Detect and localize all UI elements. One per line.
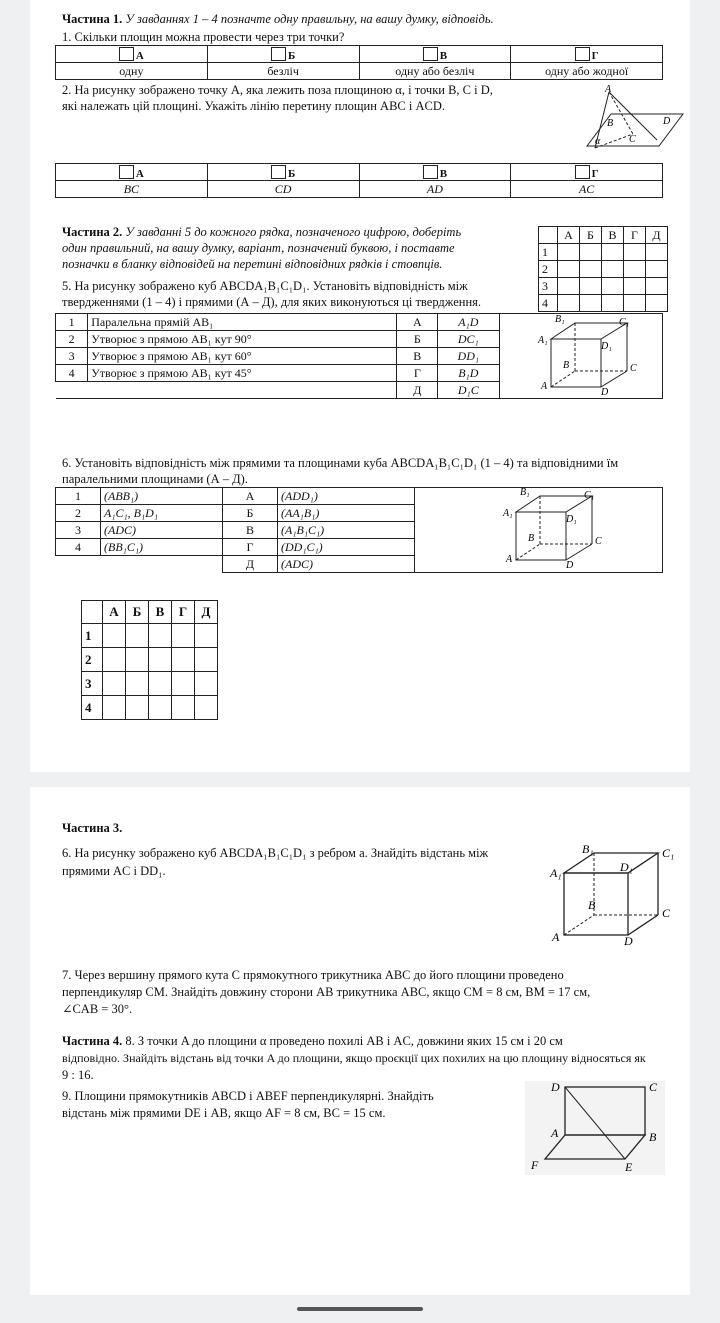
grid-cell[interactable] [602,295,624,312]
grid-cell[interactable] [195,648,218,672]
q1-answer-d: одну або жодної [511,63,663,80]
part2-intro-line2: один правильний, на вашу думку, варіант, позначений буквою, і поставте [62,241,455,255]
grid-cell[interactable] [580,261,602,278]
p4-q8-line2: відповідно. Знайдіть відстань від точки A до площини, якщо проєкції цих похилих на цю площину відносяться як [62,1051,646,1065]
q2-option-d[interactable]: Г [511,164,663,181]
grid-cell[interactable] [172,672,195,696]
p3-q6-line1: 6. На рисунку зображено куб ABCDA₁B₁C₁D₁ з ребром a. Знайдіть відстань між [62,846,489,860]
q5-statement: Утворює з прямою AB₁ кут 60° [88,348,397,365]
grid-cell[interactable] [149,624,172,648]
svg-text:C₁: C₁ [619,317,630,328]
svg-text:A₁: A₁ [503,508,513,519]
grid-cell[interactable] [126,672,149,696]
svg-text:B: B [649,1130,657,1144]
q6-plane: (ADD₁) [278,488,415,505]
p4-q9-line1: 9. Площини прямокутників ABCD і ABEF перпендикулярні. Знайдіть [62,1089,434,1103]
svg-text:D: D [551,1081,560,1094]
q2-text-line2: які належать цій площині. Укажіть лінію перетину площин ABC і ACD. [62,99,446,113]
grid-cell[interactable] [149,672,172,696]
q5-answer-grid [538,226,668,312]
q6-text-line2: паралельними площинами (А – Д). [62,472,248,486]
q5-cube-figure [535,315,675,397]
svg-text:B: B [588,898,596,912]
q6-item: (ADC) [101,522,223,539]
q6-plane: (ADC) [278,556,415,573]
grid-cell[interactable] [558,295,580,312]
part1-header [62,11,494,27]
grid-cell[interactable] [558,261,580,278]
grid-col-header: Д [646,227,668,244]
q6-plane: (A₁B₁C₁) [278,522,415,539]
q1-answer-a: одну [56,63,208,80]
checkbox-icon[interactable] [423,47,438,61]
svg-text:D₁: D₁ [620,860,633,874]
grid-cell[interactable] [624,244,646,261]
svg-text:F: F [531,1158,539,1172]
grid-cell[interactable] [580,295,602,312]
svg-text:A: A [552,930,560,944]
grid-cell[interactable] [103,696,126,720]
svg-text:D: D [601,387,609,397]
grid-cell[interactable] [103,624,126,648]
p4-rectangles-figure [525,1081,665,1175]
q5-line: D₁C [438,382,499,399]
q2-option-c[interactable]: В [359,164,511,181]
grid-col-header: Д [195,601,218,624]
grid-cell[interactable] [103,672,126,696]
q6-text-line1: 6. Установіть відповідність між прямими та площинами куба ABCDA₁B₁C₁D₁ (1 – 4) та відповідними їм [62,456,619,470]
svg-text:D₁: D₁ [601,341,612,352]
home-indicator[interactable] [297,1307,423,1311]
grid-col-header: Г [172,601,195,624]
q1-option-d[interactable]: Г [511,46,663,63]
p4-q8-line1: 8. З точки A до площини α проведено похилі AB і AC, довжини яких 15 см і 20 см [125,1034,563,1048]
grid-cell[interactable] [172,696,195,720]
plane-label-alpha: α [595,136,601,147]
grid-col-header: В [149,601,172,624]
grid-cell[interactable] [624,261,646,278]
part1-heading: Частина 1. [62,12,123,26]
q5-statement: Утворює з прямою AB₁ кут 90° [88,331,397,348]
part1-intro: У завданнях 1 – 4 позначте одну правильну, на вашу думку, відповідь. [125,12,494,26]
checkbox-icon[interactable] [271,165,286,179]
grid-cell[interactable] [580,278,602,295]
svg-text:B₁: B₁ [555,315,565,325]
q6-answer-grid [81,600,218,720]
q5-statement: Паралельна прямій AB₁ [88,314,397,331]
grid-cell[interactable] [195,672,218,696]
svg-text:A: A [551,1126,559,1140]
svg-text:D₁: D₁ [566,514,577,525]
q1-option-b[interactable]: Б [207,46,359,63]
q6-plane: (AA₁B₁) [278,505,415,522]
svg-text:A₁: A₁ [538,335,548,346]
p4-q8-line1-block [62,1033,563,1049]
svg-text:C: C [662,906,671,920]
q1-option-a[interactable]: А [56,46,208,63]
q2-text-line1: 2. На рисунку зображено точку A, яка лежить поза площиною α, і точки B, C і D, [62,83,493,97]
p3-cube-figure [542,845,688,945]
svg-text:B: B [528,533,535,544]
q6-item: (BB₁C₁) [101,539,223,556]
part4-heading: Частина 4. [62,1034,123,1048]
q6-item: A₁C₁, B₁D₁ [101,505,223,522]
svg-text:B₁: B₁ [582,845,594,856]
grid-cell[interactable] [558,278,580,295]
q1-option-c[interactable]: В [359,46,511,63]
q2-plane-figure [557,84,685,160]
grid-cell[interactable] [172,624,195,648]
grid-row-header: 1 [82,624,103,648]
p3-q7-line3: ∠CAB = 30°. [62,1002,133,1016]
checkbox-icon[interactable] [271,47,286,61]
checkbox-icon[interactable] [119,47,134,61]
grid-cell[interactable] [172,648,195,672]
part2-intro-line1: У завданні 5 до кожного рядка, позначеного цифрою, доберіть [125,225,462,239]
q5-line: A₁D [438,314,499,331]
q2-option-b[interactable]: Б [207,164,359,181]
q5-matching-table: 1 Паралельна прямій AB₁ А A₁D 2 Утворює з прямою AB₁ кут 90° Б DC₁ 3 Утворює з прямою AB₁ кут 60° В DD₁ 4 Утворює з прямою AB₁ кут 45° Г B₁D Д D₁C [55,313,663,399]
svg-text:A: A [506,554,513,565]
checkbox-icon[interactable] [575,47,590,61]
p3-q7-line2: перпендикуляр CM. Знайдіть довжину сторони AB трикутника ABC, якщо CM = 8 см, BM = 17 см, [62,985,591,999]
svg-text:D: D [624,934,633,945]
point-label-b: B [607,118,614,129]
grid-cell[interactable] [624,295,646,312]
worksheet-page-1 [30,0,690,772]
grid-cell[interactable] [602,278,624,295]
q2-option-a[interactable]: А [56,164,208,181]
grid-cell[interactable] [195,696,218,720]
grid-col-header: Б [126,601,149,624]
grid-row-header: 4 [82,696,103,720]
q2-answer-table [55,163,663,198]
grid-cell[interactable] [558,244,580,261]
grid-col-header: А [103,601,126,624]
q5-text-line2: твердженнями (1 – 4) і прямими (А – Д), для яких виконуються ці твердження. [62,295,482,309]
p3-q7-line1: 7. Через вершину прямого кута C прямокутного трикутника ABC до його площини проведено [62,968,564,982]
q5-statement: Утворює з прямою AB₁ кут 45° [88,365,397,382]
grid-col-header: Г [624,227,646,244]
svg-text:E: E [625,1160,633,1174]
grid-cell[interactable] [126,696,149,720]
q6-matching-table: 1 (ABB₁) А (ADD₁) 2 A₁C₁, B₁D₁ Б (AA₁B₁) 3 (ADC) В (A₁B₁C₁) 4 (BB₁C₁) Г (DD₁C₁) Д (ADC) [55,487,663,573]
grid-row-header: 4 [539,295,558,312]
grid-cell[interactable] [195,624,218,648]
svg-text:C: C [649,1081,658,1094]
q2-answer-a: BC [56,181,208,198]
grid-cell[interactable] [126,624,149,648]
svg-text:C₁: C₁ [662,846,675,860]
svg-text:C: C [630,363,637,374]
grid-cell[interactable] [646,261,668,278]
grid-row-header: 1 [539,244,558,261]
grid-row-header: 3 [539,278,558,295]
q2-answer-d: AC [511,181,663,198]
grid-col-header: Б [580,227,602,244]
grid-cell[interactable] [646,244,668,261]
p4-q8-line3: 9 : 16. [62,1068,94,1082]
point-label-c: C [629,134,636,145]
q5-text-line1: 5. На рисунку зображено куб ABCDA₁B₁C₁D₁. Установіть відповідність між [62,279,468,293]
checkbox-icon[interactable] [119,165,134,179]
grid-row-header: 2 [539,261,558,278]
q6-item: (ABB₁) [101,488,223,505]
q1-answer-table [55,45,663,80]
svg-text:D: D [566,560,574,570]
grid-cell[interactable] [646,278,668,295]
part3-heading: Частина 3. [62,821,123,835]
q1-answer-c: одну або безліч [359,63,511,80]
q5-line: B₁D [438,365,499,382]
grid-row-header: 2 [82,648,103,672]
q6-plane: (DD₁C₁) [278,539,415,556]
q2-answer-b: CD [207,181,359,198]
grid-cell[interactable] [126,648,149,672]
grid-cell[interactable] [149,648,172,672]
worksheet-page-2 [30,787,690,1295]
svg-text:A: A [541,381,548,392]
checkbox-icon[interactable] [575,165,590,179]
q1-answer-b: безліч [207,63,359,80]
grid-row-header: 3 [82,672,103,696]
part2-intro-line3: позначки в бланку відповідей на перетині відповідних рядків і стовпців. [62,257,443,271]
q6-cube-figure [500,488,640,570]
grid-cell[interactable] [149,696,172,720]
p4-q9-line2: відстань між прямими DE і AB, якщо AF = 8 см, BC = 15 см. [62,1106,386,1120]
grid-col-header: В [602,227,624,244]
q2-answer-c: AD [359,181,511,198]
svg-text:A₁: A₁ [550,866,562,880]
grid-cell[interactable] [580,244,602,261]
grid-cell[interactable] [624,278,646,295]
grid-cell[interactable] [602,244,624,261]
grid-cell[interactable] [103,648,126,672]
svg-text:C: C [595,536,602,547]
grid-col-header: А [558,227,580,244]
grid-cell[interactable] [646,295,668,312]
grid-cell[interactable] [602,261,624,278]
part2-heading: Частина 2. [62,225,123,239]
svg-text:C₁: C₁ [584,490,595,501]
p3-q6-line2: прямими AC і DD₁. [62,864,166,878]
svg-text:B₁: B₁ [520,488,530,498]
q1-text: 1. Скільки площин можна провести через три точки? [62,30,345,44]
checkbox-icon[interactable] [423,165,438,179]
point-label-d: D [663,116,671,127]
point-label-a: A [605,84,612,95]
part2-intro-block [62,224,528,272]
q5-line: DC₁ [438,331,499,348]
q5-line: DD₁ [438,348,499,365]
svg-text:B: B [563,360,570,371]
